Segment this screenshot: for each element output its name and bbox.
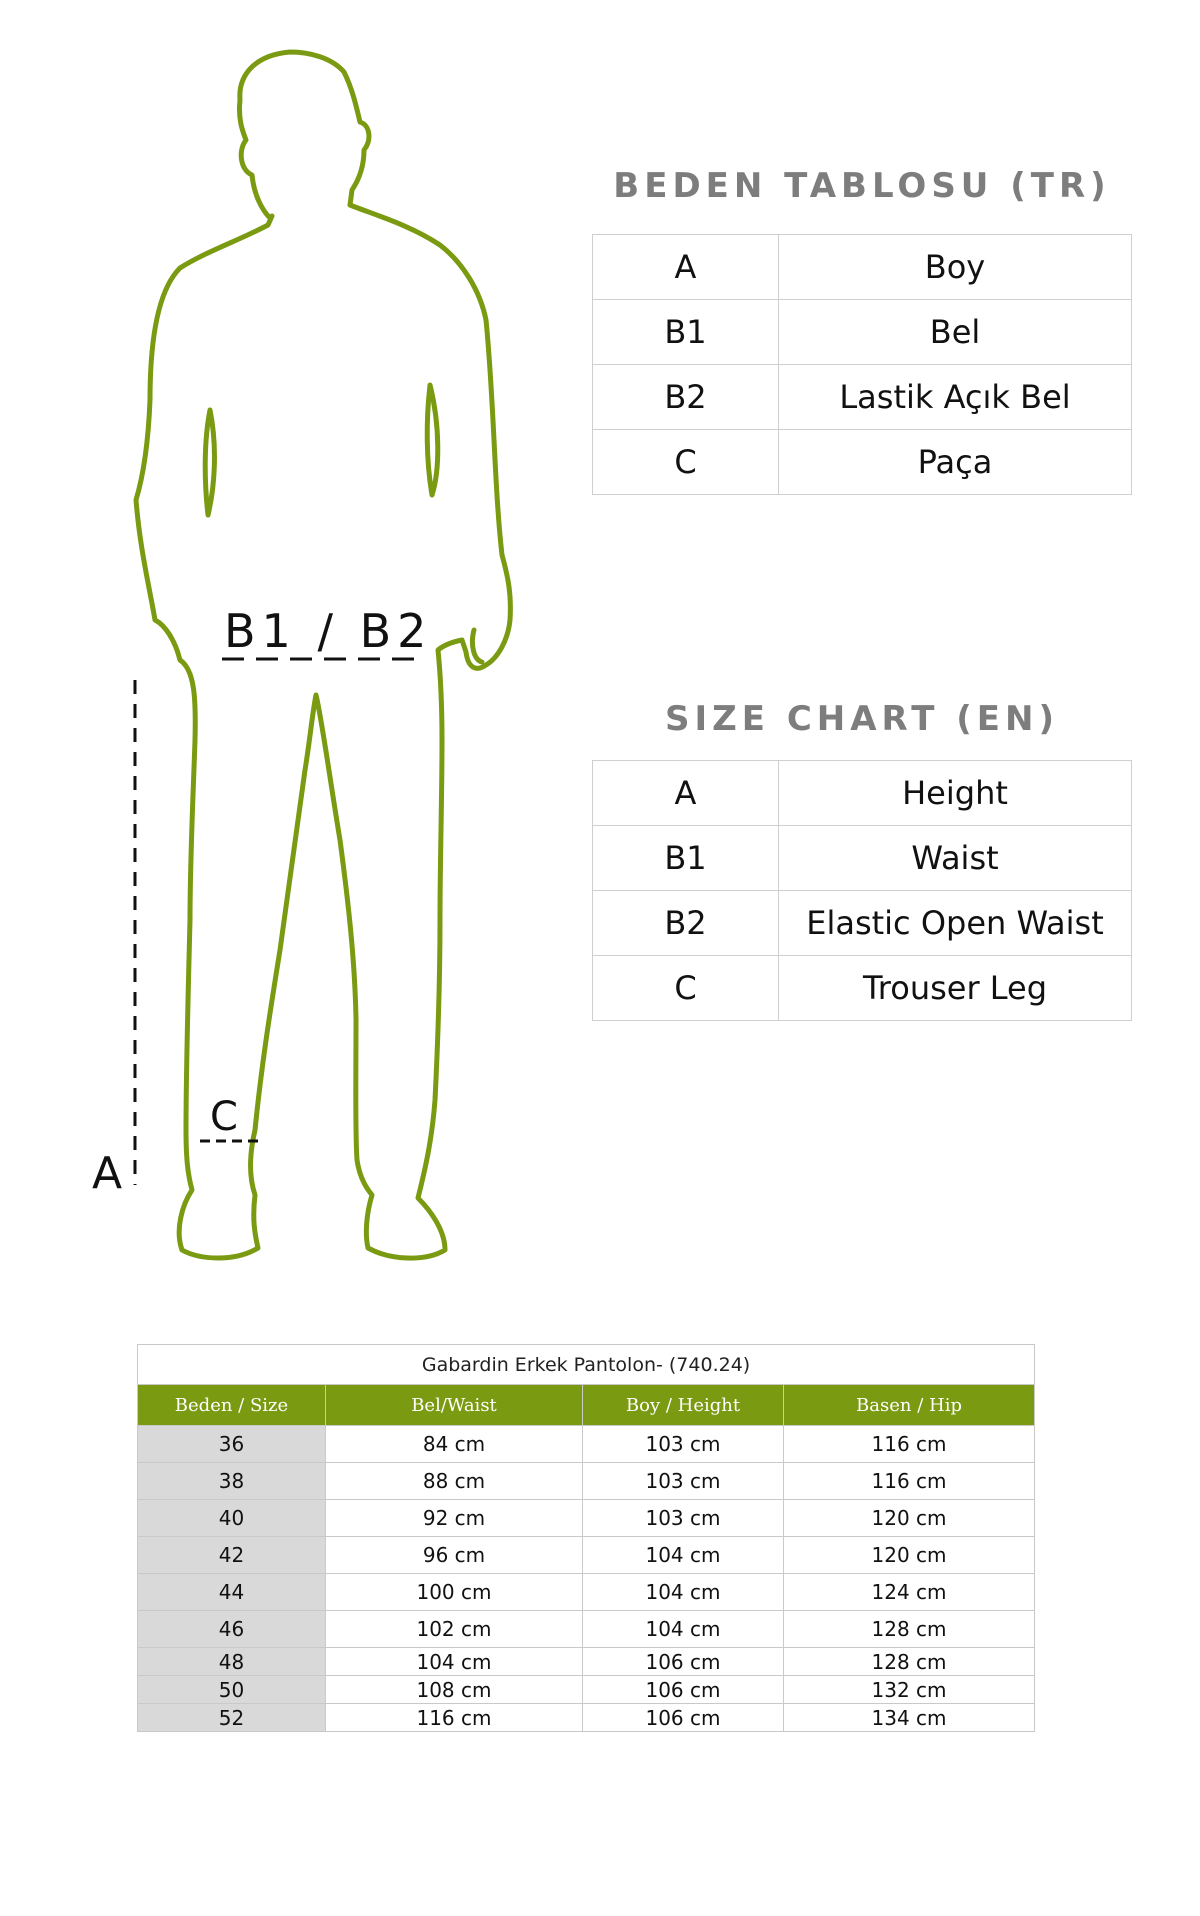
size-cell: 36 — [138, 1426, 326, 1463]
hip-cell: 116 cm — [784, 1463, 1035, 1500]
table-row — [138, 1611, 1035, 1648]
legend-row — [593, 300, 1132, 365]
size-cell: 42 — [138, 1537, 326, 1574]
waist-cell: 116 cm — [326, 1704, 583, 1732]
legend-label: Paça — [779, 430, 1132, 495]
table-row — [138, 1574, 1035, 1611]
legend-code: B2 — [593, 365, 779, 430]
waist-cell: 84 cm — [326, 1426, 583, 1463]
waist-cell: 102 cm — [326, 1611, 583, 1648]
legend-code: B1 — [593, 826, 779, 891]
right-hand — [472, 630, 482, 662]
legend-label: Waist — [779, 826, 1132, 891]
legend-code: A — [593, 761, 779, 826]
height-cell: 103 cm — [583, 1500, 784, 1537]
height-cell: 106 cm — [583, 1648, 784, 1676]
legend-row — [593, 891, 1132, 956]
legend-en-table — [592, 760, 1132, 1021]
legend-tr-title: BEDEN TABLOSU (TR) — [613, 166, 1111, 206]
hip-cell: 128 cm — [784, 1648, 1035, 1676]
size-table-caption: Gabardin Erkek Pantolon- (740.24) — [138, 1345, 1035, 1385]
legend-row — [593, 365, 1132, 430]
measurement-figure — [0, 0, 600, 1300]
legend-row — [593, 235, 1132, 300]
header-hip: Basen / Hip — [784, 1385, 1035, 1426]
size-cell: 50 — [138, 1676, 326, 1704]
legend-row — [593, 430, 1132, 495]
legend-code: B2 — [593, 891, 779, 956]
table-row — [138, 1676, 1035, 1704]
height-cell: 103 cm — [583, 1426, 784, 1463]
hip-cell: 134 cm — [784, 1704, 1035, 1732]
legend-label: Lastik Açık Bel — [779, 365, 1132, 430]
height-cell: 103 cm — [583, 1463, 784, 1500]
height-cell: 104 cm — [583, 1574, 784, 1611]
table-row — [138, 1463, 1035, 1500]
legend-code: C — [593, 430, 779, 495]
waist-cell: 96 cm — [326, 1537, 583, 1574]
size-cell: 38 — [138, 1463, 326, 1500]
waist-cell: 104 cm — [326, 1648, 583, 1676]
legend-label: Trouser Leg — [779, 956, 1132, 1021]
height-cell: 104 cm — [583, 1537, 784, 1574]
size-cell: 46 — [138, 1611, 326, 1648]
waist-cell: 100 cm — [326, 1574, 583, 1611]
left-arm-inner — [205, 410, 214, 515]
waist-cell: 88 cm — [326, 1463, 583, 1500]
size-table-header-row — [138, 1385, 1035, 1426]
legend-label: Height — [779, 761, 1132, 826]
legend-label: Boy — [779, 235, 1132, 300]
table-row — [138, 1648, 1035, 1676]
hip-cell: 120 cm — [784, 1500, 1035, 1537]
legend-code: B1 — [593, 300, 779, 365]
height-cell: 106 cm — [583, 1704, 784, 1732]
table-row — [138, 1704, 1035, 1732]
legend-row — [593, 956, 1132, 1021]
waist-marker-label: B1 / B2 — [224, 604, 433, 658]
right-arm-inner — [427, 385, 438, 495]
height-marker-label: A — [92, 1148, 123, 1199]
header-size: Beden / Size — [138, 1385, 326, 1426]
legend-tr-table — [592, 234, 1132, 495]
header-waist: Bel/Waist — [326, 1385, 583, 1426]
legend-row — [593, 826, 1132, 891]
height-cell: 104 cm — [583, 1611, 784, 1648]
table-row — [138, 1537, 1035, 1574]
hip-cell: 132 cm — [784, 1676, 1035, 1704]
size-table — [137, 1344, 1035, 1732]
hip-cell: 128 cm — [784, 1611, 1035, 1648]
legend-label: Elastic Open Waist — [779, 891, 1132, 956]
size-cell: 40 — [138, 1500, 326, 1537]
waist-cell: 92 cm — [326, 1500, 583, 1537]
waist-cell: 108 cm — [326, 1676, 583, 1704]
legend-label: Bel — [779, 300, 1132, 365]
size-table-container — [137, 1344, 1034, 1732]
size-table-caption-row — [138, 1345, 1035, 1385]
table-row — [138, 1500, 1035, 1537]
legend-code: C — [593, 956, 779, 1021]
hip-cell: 116 cm — [784, 1426, 1035, 1463]
table-row — [138, 1426, 1035, 1463]
legend-row — [593, 761, 1132, 826]
size-cell: 48 — [138, 1648, 326, 1676]
leg-marker-label: C — [210, 1094, 238, 1140]
legend-en-title: SIZE CHART (EN) — [664, 699, 1059, 739]
legend-code: A — [593, 235, 779, 300]
hip-cell: 124 cm — [784, 1574, 1035, 1611]
size-cell: 44 — [138, 1574, 326, 1611]
height-cell: 106 cm — [583, 1676, 784, 1704]
size-cell: 52 — [138, 1704, 326, 1732]
hip-cell: 120 cm — [784, 1537, 1035, 1574]
header-height: Boy / Height — [583, 1385, 784, 1426]
